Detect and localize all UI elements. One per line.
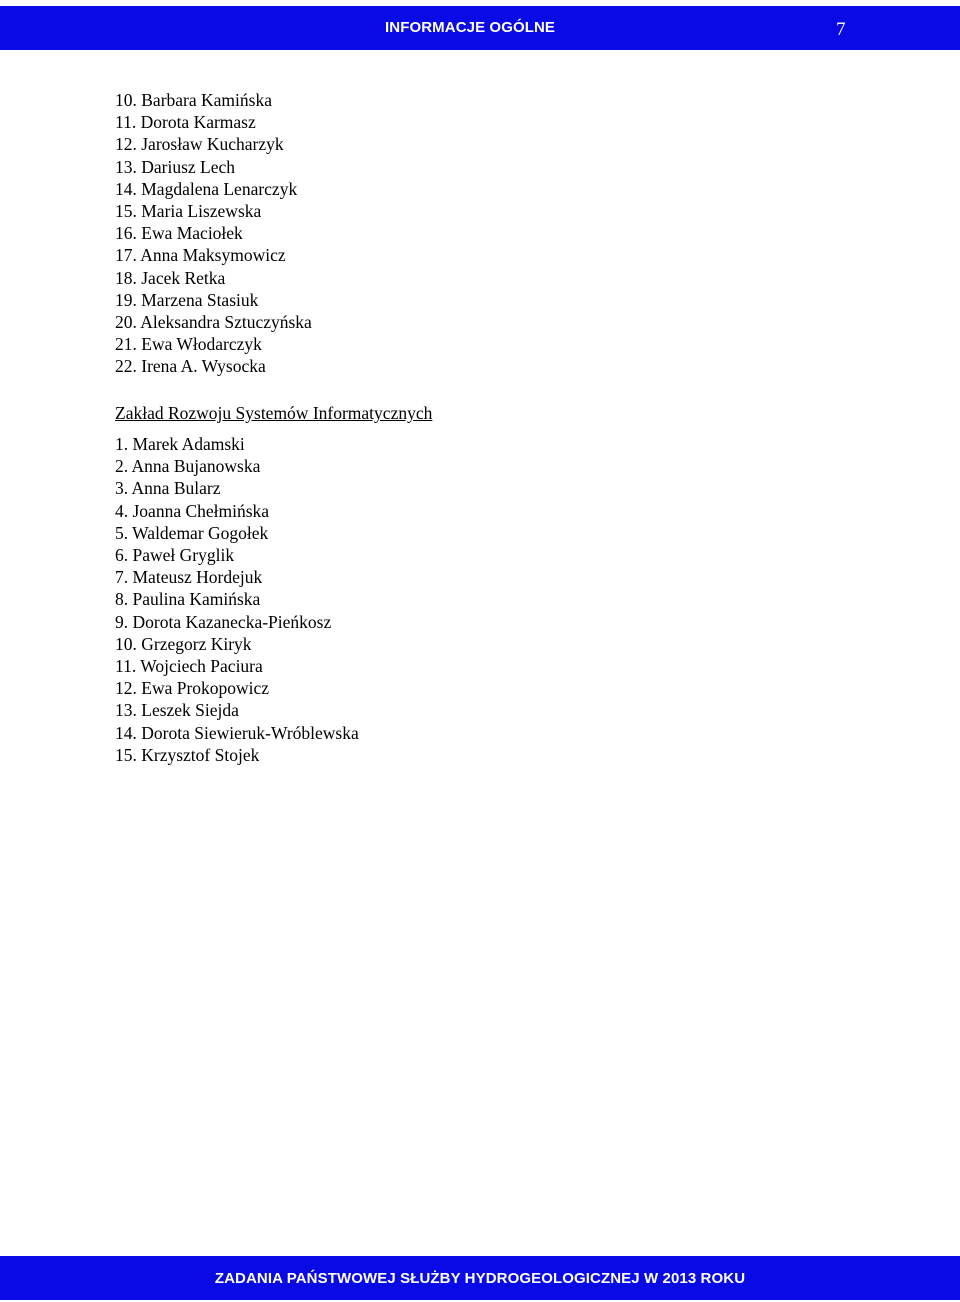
- list-item: 15. Krzysztof Stojek: [115, 744, 260, 765]
- staff-list-continued: [115, 89, 312, 378]
- list-item: 7. Mateusz Hordejuk: [115, 567, 263, 588]
- list-item: 10. Grzegorz Kiryk: [115, 633, 252, 654]
- list-item: 19. Marzena Stasiuk: [115, 289, 259, 310]
- list-item: 2. Anna Bujanowska: [115, 456, 261, 477]
- header-title: INFORMACJE OGÓLNE: [385, 19, 556, 36]
- list-item: 16. Ewa Maciołek: [115, 223, 243, 244]
- footer-title: ZADANIA PAŃSTWOWEJ SŁUŻBY HYDROGEOLOGICZNEJ W 2013 ROKU: [214, 1270, 746, 1287]
- list-item: 22. Irena A. Wysocka: [115, 356, 266, 377]
- list-item: 13. Leszek Siejda: [115, 700, 239, 721]
- section-heading: Zakład Rozwoju Systemów Informatycznych: [115, 403, 433, 423]
- list-item: 20. Aleksandra Sztuczyńska: [115, 312, 312, 333]
- list-item: 10. Barbara Kamińska: [115, 90, 272, 110]
- list-item: 11. Dorota Karmasz: [115, 112, 256, 133]
- list-item: 6. Paweł Gryglik: [115, 545, 235, 566]
- list-item: 12. Jarosław Kucharzyk: [115, 134, 284, 155]
- list-item: 12. Ewa Prokopowicz: [115, 678, 270, 699]
- list-item: 3. Anna Bularz: [115, 478, 221, 499]
- page-number: 7: [836, 19, 846, 40]
- list-item: 13. Dariusz Lech: [115, 156, 236, 177]
- list-item: 5. Waldemar Gogołek: [115, 522, 269, 543]
- staff-list-section: [115, 433, 359, 766]
- list-item: 14. Dorota Siewieruk-Wróblewska: [115, 722, 359, 743]
- list-item: 9. Dorota Kazanecka-Pieńkosz: [115, 611, 332, 632]
- list-item: 15. Maria Liszewska: [115, 201, 262, 222]
- list-item: 4. Joanna Chełmińska: [115, 500, 270, 521]
- list-item: 11. Wojciech Paciura: [115, 656, 263, 677]
- list-item: 8. Paulina Kamińska: [115, 589, 261, 610]
- list-item: 18. Jacek Retka: [115, 267, 226, 288]
- list-item: 14. Magdalena Lenarczyk: [115, 178, 298, 199]
- list-item: 1. Marek Adamski: [115, 434, 245, 454]
- list-item: 21. Ewa Włodarczyk: [115, 334, 262, 355]
- list-item: 17. Anna Maksymowicz: [115, 245, 286, 266]
